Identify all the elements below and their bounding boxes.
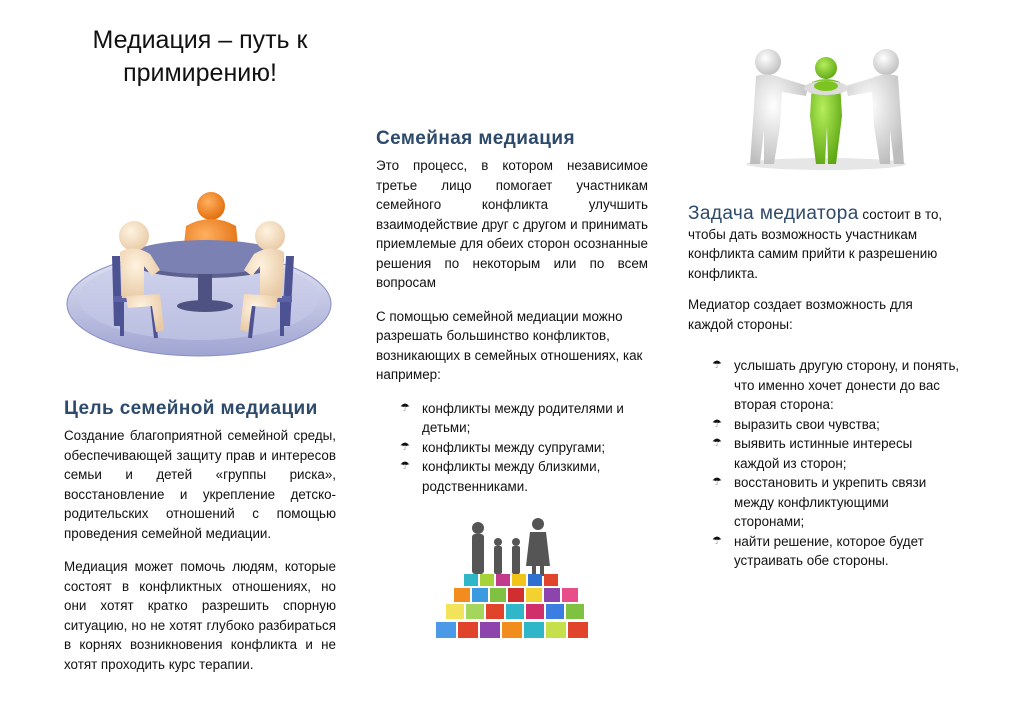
list-item: ☂ выразить свои чувства; <box>688 415 960 435</box>
umbrella-bullet-icon: ☂ <box>712 437 722 449</box>
umbrella-bullet-icon: ☂ <box>712 476 722 488</box>
conflict-list <box>376 399 648 497</box>
round-table-illustration <box>64 186 336 362</box>
mediator-task-paragraph <box>688 204 960 283</box>
goal-heading: Цель семейной медиации <box>64 398 318 419</box>
mediator-task-text: состоит в то, чтобы дать возможность участникам конфликта самим прийти к разрешению конфликта. <box>688 207 943 281</box>
teamwork-illustration <box>738 46 914 174</box>
list-item: ☂ конфликты между близкими, родственниками. <box>400 459 601 494</box>
family-puzzle-illustration <box>428 516 596 648</box>
umbrella-bullet-icon: ☂ <box>400 401 410 414</box>
mediator-task-heading: Задача медиатора <box>688 203 859 224</box>
list-item: ☂ найти решение, которое будет устраивать обе стороны. <box>712 533 924 568</box>
mediation-help-paragraph: Медиация может помочь людям, которые состоят в конфликтных отношениях, но они хотят кратко разрешить спорную ситуацию, но не хотят глубоко разбираться в корнях возникновения конфликта и не хотят проходить курс терапии. <box>64 559 336 672</box>
list-item: ☂ конфликты между родителями и детьми; <box>400 400 624 435</box>
list-item: ☂ восстановить и укрепить связи между конфликтующими сторонами; <box>712 475 927 529</box>
umbrella-bullet-icon: ☂ <box>400 440 410 453</box>
brochure-title: Медиация – путь к примирению! <box>92 26 308 87</box>
umbrella-bullet-icon: ☂ <box>712 417 722 430</box>
umbrella-bullet-icon: ☂ <box>712 534 722 547</box>
umbrella-bullet-icon: ☂ <box>712 359 722 371</box>
goal-paragraph: Создание благоприятной семейной среды, обеспечивающей защиту прав и интересов семьи и детей «группы риска», восстановление и укрепление детско-родительских отношений с помощью проведения семейной медиации. <box>64 428 336 541</box>
conflicts-intro-paragraph: С помощью семейной медиации можно разрешать большинство конфликтов, возникающих в семейных отношениях, как например: <box>376 308 643 382</box>
list-item: ☂ услышать другую сторону, и понять, что именно хочет донести до вас вторая сторона: <box>712 358 960 412</box>
umbrella-bullet-icon: ☂ <box>400 460 410 472</box>
list-item: ☂ выявить истинные интересы каждой из сторон; <box>712 436 913 471</box>
mediator-opportunity-paragraph: Медиатор создает возможность для каждой стороны: <box>688 297 913 332</box>
family-mediation-paragraph: Это процесс, в котором независимое третье лицо помогает участникам семейного конфликта улучшить взаимодействие друг с другом и принимать приемлемые для обеих сторон осознанные решения по некоторым или по всем вопросам <box>376 158 648 290</box>
mediator-goals-list <box>688 356 960 571</box>
list-item: ☂ конфликты между супругами; <box>376 438 648 458</box>
family-mediation-heading: Семейная медиация <box>376 128 575 149</box>
